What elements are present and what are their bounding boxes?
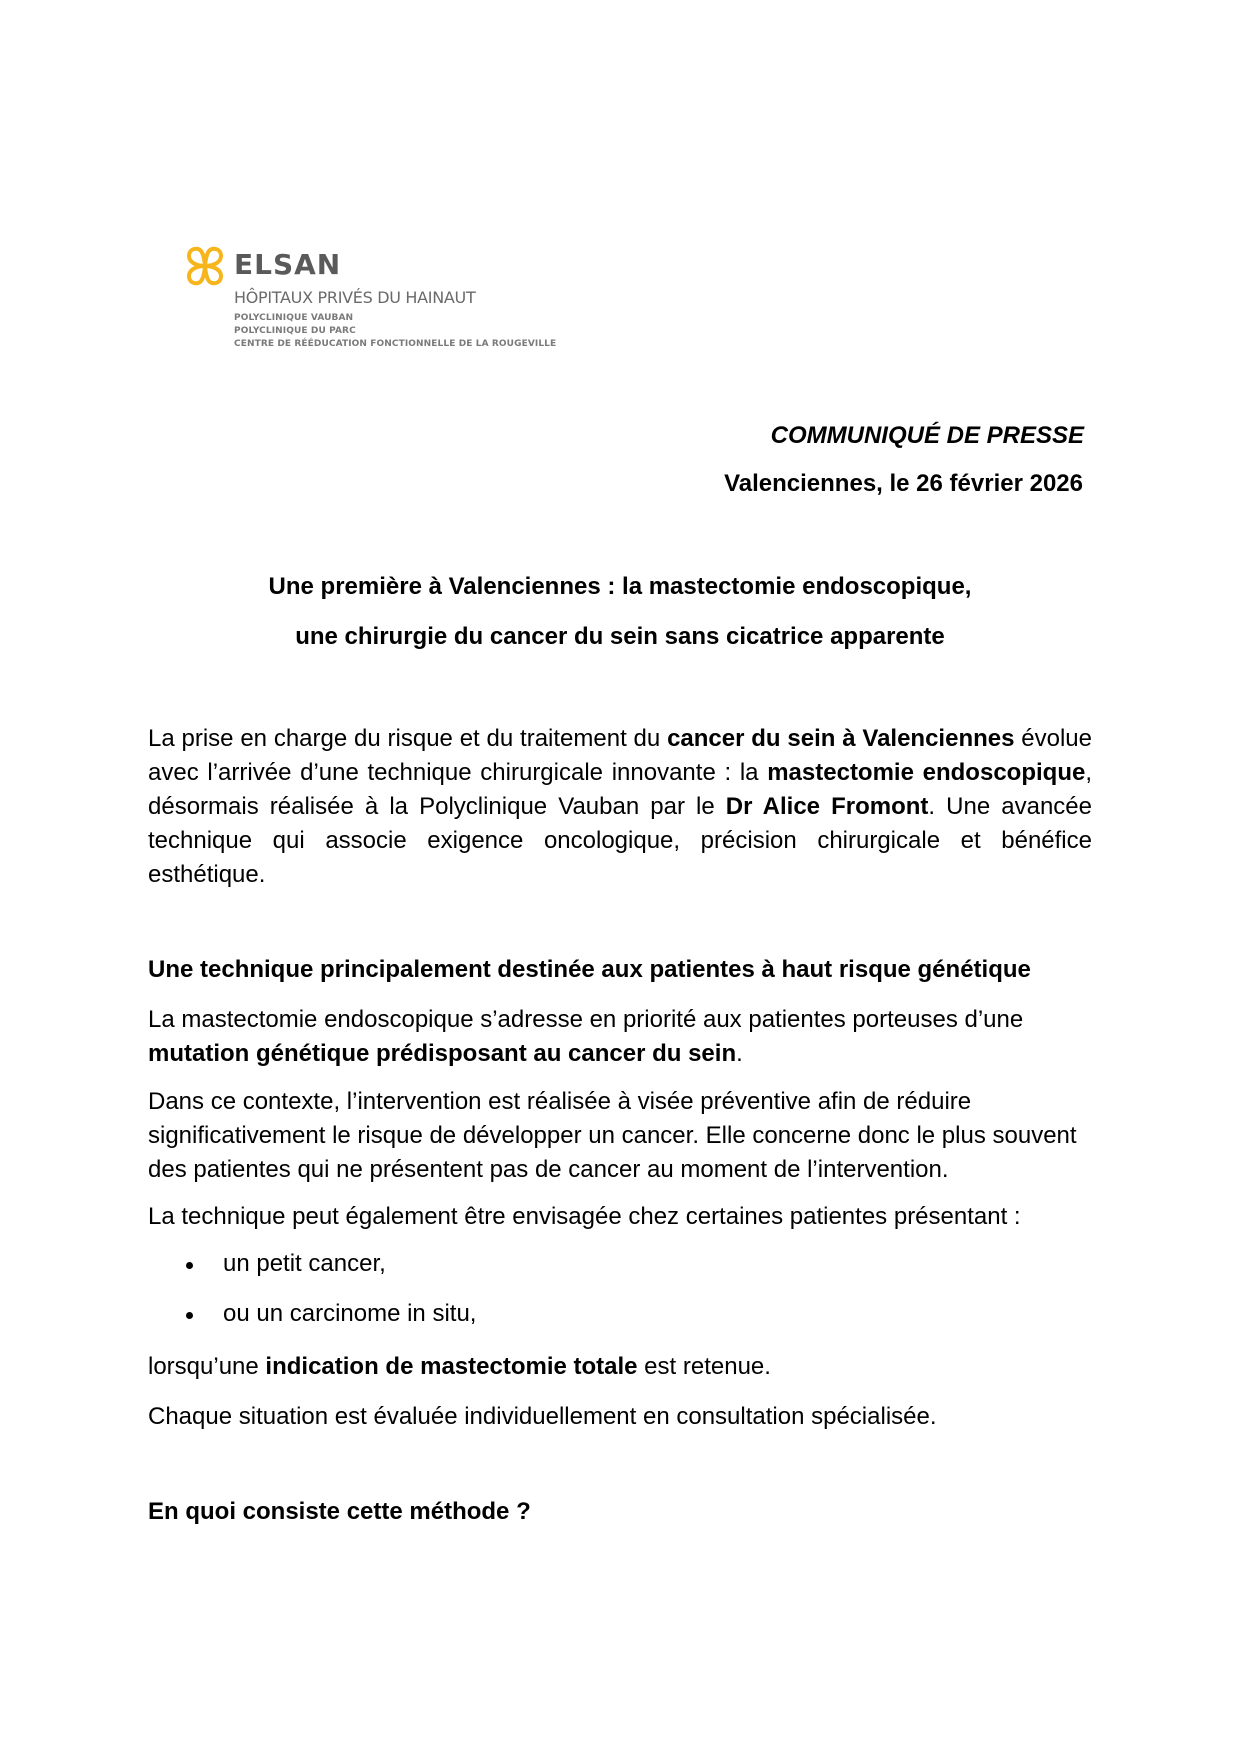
title-line-2: une chirurgie du cancer du sein sans cicatrice apparente bbox=[295, 623, 945, 650]
document-type: COMMUNIQUÉ DE PRESSE bbox=[770, 422, 1084, 449]
paragraph: Dans ce contexte, l’intervention est réalisée à visée préventive afin de réduire significativement le risque de développer un cancer. Elle concerne donc le plus souvent des patientes qui ne présentent pas de cancer au moment de l’intervention. bbox=[148, 1088, 1077, 1183]
bullet-icon bbox=[186, 1262, 193, 1269]
paragraph: La technique peut également être envisagée chez certaines patientes présentant : bbox=[148, 1203, 1021, 1230]
paragraph: Chaque situation est évaluée individuellement en consultation spécialisée. bbox=[148, 1403, 937, 1430]
section-heading: En quoi consiste cette méthode ? bbox=[148, 1498, 531, 1525]
intro-paragraph: La prise en charge du risque et du traitement du cancer du sein à Valenciennes évolue avec l’arrivée d’une technique chirurgicale innovante : la mastectomie endoscopique, désormais réalisée à la Polyclinique Vauban par le Dr Alice Fromont. Une avancée technique qui associe exigence oncologique, précision chirurgicale et bénéfice esthétique. bbox=[148, 725, 1092, 888]
site-name: CENTRE DE RÉÉDUCATION FONCTIONNELLE DE LA ROUGEVILLE bbox=[234, 339, 557, 349]
elsan-knot-icon bbox=[186, 246, 224, 286]
place-date: Valenciennes, le 26 février 2026 bbox=[724, 470, 1083, 497]
group-name: HÔPITAUX PRIVÉS DU HAINAUT bbox=[234, 288, 476, 307]
brand-name: ELSAN bbox=[234, 248, 342, 281]
site-name: POLYCLINIQUE VAUBAN bbox=[234, 313, 354, 323]
press-release-page: ELSAN HÔPITAUX PRIVÉS DU HAINAUT POLYCLINIQUE VAUBAN POLYCLINIQUE DU PARC CENTRE DE RÉÉDUCATION FONCTIONNELLE DE LA ROUGEVILLE COMMUNIQUÉ DE PRESSE Valenciennes, le 26 février 2026 Une première à Valenciennes : la mastectomie endoscopique, une chirurgie du cancer du sein sans cicatrice apparente La prise en charge du risque et du traitement du cancer du sein à Valenciennes évolue avec l’arrivée d’une technique chirurgicale innovante : la mastectomie endoscopique, désormais réalisée à la Polyclinique Vauban par le Dr Alice Fromont. Une avancée technique qui associe exigence oncologique, précision chirurgicale et bénéfice esthétique. Une technique principalement destinée aux patientes à haut risque génétique La mastectomie endoscopique s’adresse en priorité aux patientes porteuses d’une mutation génétique prédisposant au cancer du sein. Dans ce contexte, l’intervention est réalisée à visée préventive afin de réduire significativement le risque de développer un cancer. Elle concerne donc le plus souvent des patientes qui ne présentent pas de cancer au moment de l’intervention. La technique peut également être envisagée chez certaines patientes présentant : un petit cancer, ou un carcinome in situ, lorsqu’une indication de mastectomie totale est retenue. Chaque situation est évaluée individuellement en consultation spécialisée. En quoi consiste cette méthode ? bbox=[0, 0, 1240, 1755]
section-heading: Une technique principalement destinée aux patientes à haut risque génétique bbox=[148, 956, 1031, 983]
title-line-1: Une première à Valenciennes : la mastectomie endoscopique, bbox=[268, 573, 972, 600]
bullet-icon bbox=[186, 1312, 193, 1319]
paragraph: La mastectomie endoscopique s’adresse en priorité aux patientes porteuses d’une mutation génétique prédisposant au cancer du sein. bbox=[148, 1006, 1024, 1067]
paragraph: lorsqu’une indication de mastectomie totale est retenue. bbox=[148, 1353, 771, 1380]
site-name: POLYCLINIQUE DU PARC bbox=[234, 326, 356, 336]
